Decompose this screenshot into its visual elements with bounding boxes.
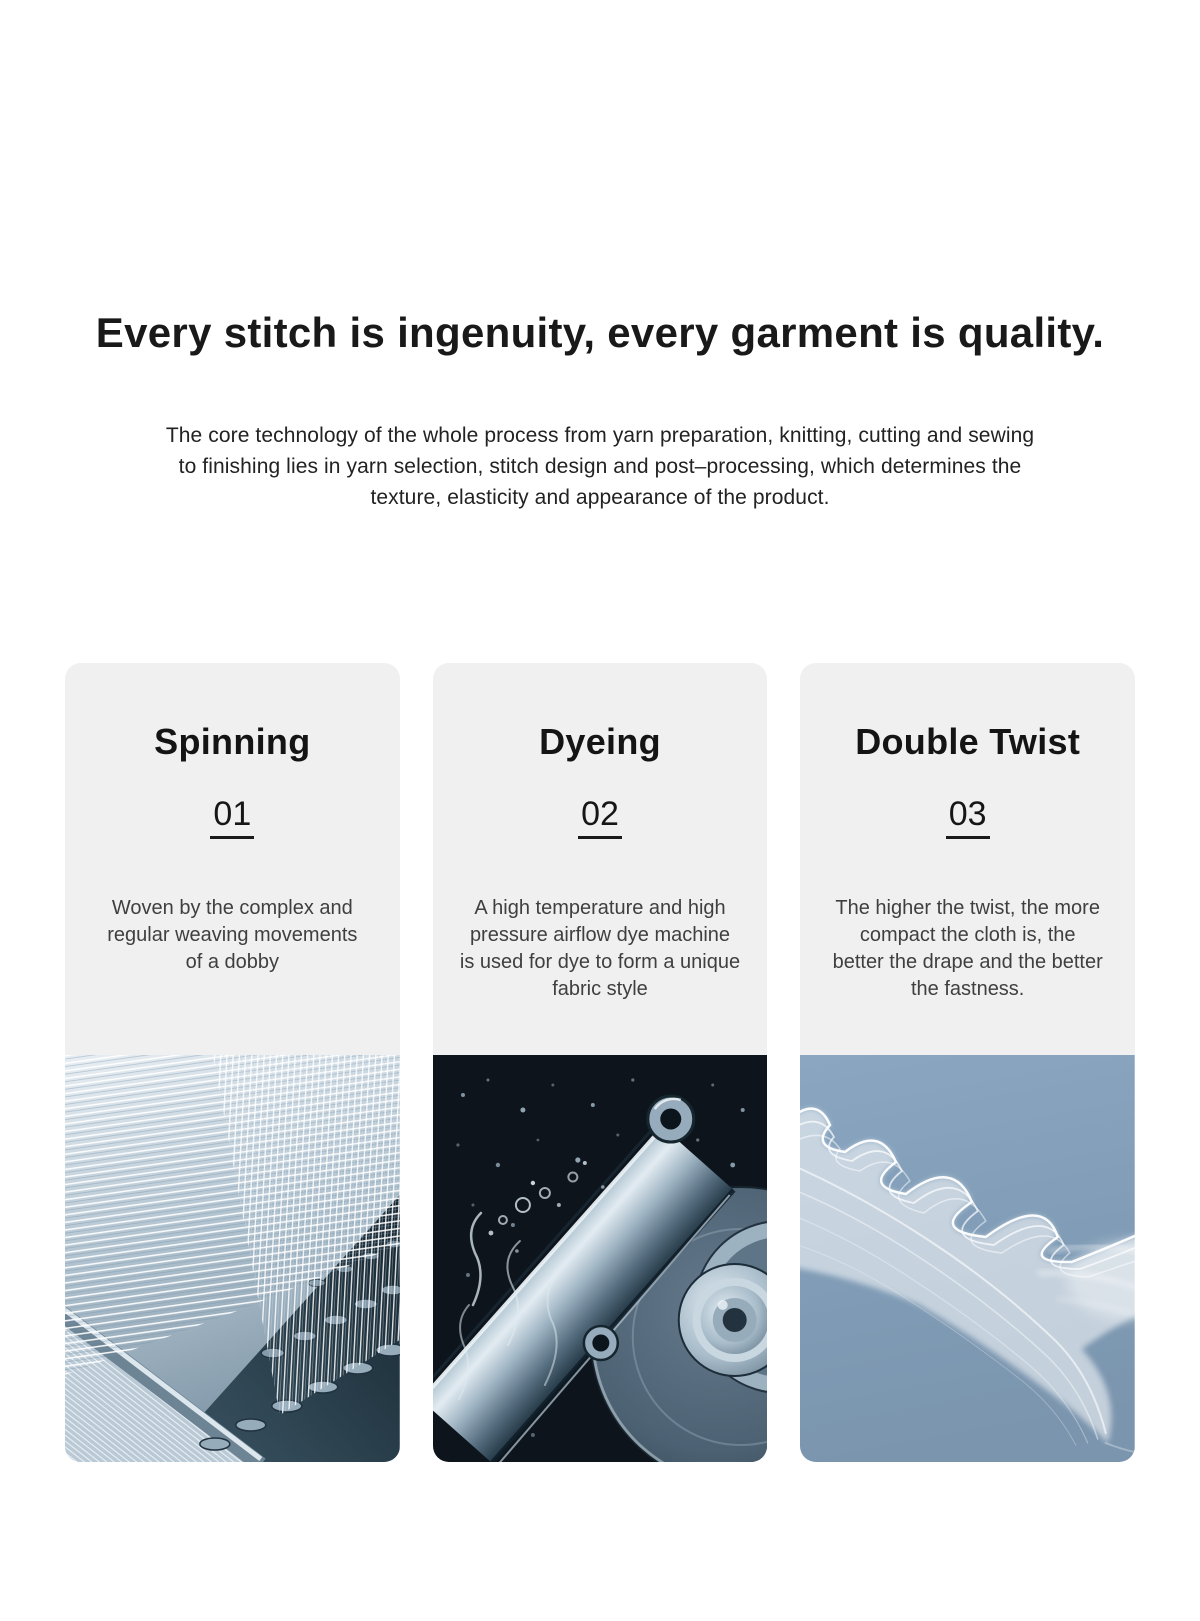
twisted-yarn-illustration bbox=[800, 1055, 1135, 1462]
description-line: compact the cloth is, the bbox=[859, 923, 1076, 946]
subtitle-line: The core technology of the whole process from yarn preparation, knitting, cutting and sewing bbox=[165, 424, 1035, 448]
subtitle-line: to finishing lies in yarn selection, stitch design and post–processing, which determines the bbox=[178, 455, 1022, 479]
page-subtitle bbox=[0, 420, 1200, 513]
dyeing-image bbox=[433, 1055, 768, 1462]
step-number-wrap bbox=[800, 794, 1135, 839]
description-line: pressure airflow dye machine bbox=[469, 923, 731, 946]
loom-threads-illustration bbox=[65, 1055, 400, 1462]
description-line: regular weaving movements bbox=[107, 923, 358, 946]
description-line: Woven by the complex and bbox=[111, 896, 353, 919]
step-number: 02 bbox=[578, 797, 622, 839]
description-line: better the drape and the better bbox=[832, 950, 1103, 973]
process-cards bbox=[65, 663, 1135, 1462]
card-double-twist bbox=[800, 663, 1135, 1462]
card-description bbox=[65, 895, 400, 976]
step-number: 01 bbox=[210, 797, 254, 839]
subtitle-line: texture, elasticity and appearance of the product. bbox=[370, 486, 830, 510]
card-title: Spinning bbox=[154, 721, 311, 763]
description-line: the fastness. bbox=[910, 977, 1025, 1000]
step-number-wrap bbox=[65, 794, 400, 839]
card-description bbox=[433, 895, 768, 1003]
description-line: is used for dye to form a unique bbox=[459, 950, 741, 973]
dye-machine-illustration bbox=[433, 1055, 768, 1462]
card-description bbox=[800, 895, 1135, 1003]
card-spinning bbox=[65, 663, 400, 1462]
card-title: Dyeing bbox=[539, 721, 661, 763]
double-twist-image bbox=[800, 1055, 1135, 1462]
card-dyeing bbox=[433, 663, 768, 1462]
card-title: Double Twist bbox=[855, 721, 1081, 763]
step-number: 03 bbox=[946, 797, 990, 839]
hero-section bbox=[0, 0, 1200, 513]
description-line: The higher the twist, the more bbox=[835, 896, 1100, 919]
page-title: Every stitch is ingenuity, every garment is quality. bbox=[95, 309, 1105, 356]
description-line: fabric style bbox=[552, 977, 648, 1000]
description-line: of a dobby bbox=[185, 950, 280, 973]
description-line: A high temperature and high bbox=[474, 896, 726, 919]
spinning-image bbox=[65, 1055, 400, 1462]
step-number-wrap bbox=[433, 794, 768, 839]
